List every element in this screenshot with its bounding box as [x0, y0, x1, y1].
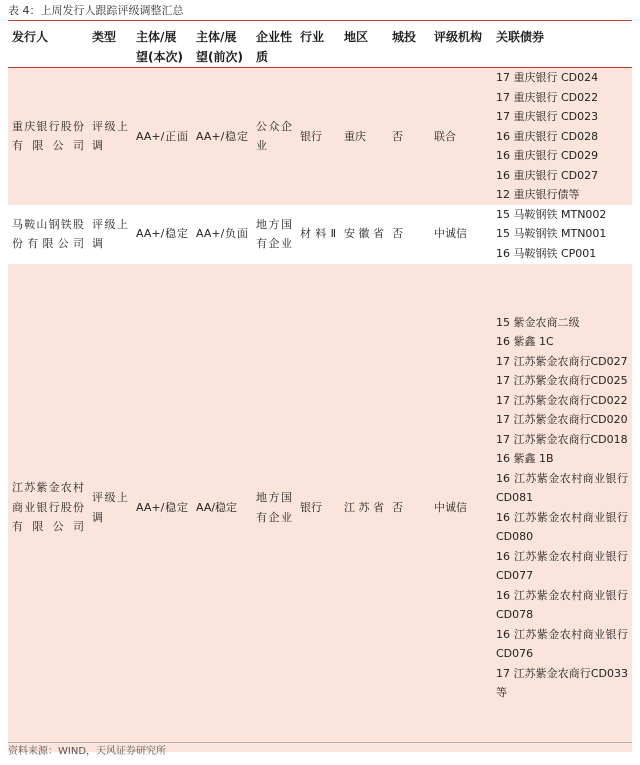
bond-item: 17 江苏紫金农商行CD025 [496, 374, 628, 387]
bond-item: 17 江苏紫金农商行CD027 [496, 354, 628, 368]
cell-region: 江苏省 [340, 264, 388, 752]
cell-bonds [492, 68, 632, 205]
header-agency: 评级机构 [430, 21, 492, 68]
header-region: 地区 [340, 21, 388, 68]
cell-issuer: 马鞍山钢铁股份有限公司 [8, 205, 88, 264]
cell-issuer: 重庆银行股份有限公司 [8, 68, 88, 205]
cell-current-rating: AA+/正面 [132, 68, 192, 205]
bond-item: 16 重庆银行 CD028 [496, 129, 599, 143]
bond-item: 17 重庆银行 CD022 [496, 90, 599, 104]
cell-issuer: 江苏紫金农村商业银行股份有限公司 [8, 264, 88, 752]
cell-agency: 联合 [430, 68, 492, 205]
cell-type: 评级上调 [88, 205, 132, 264]
header-issuer: 发行人 [8, 21, 88, 68]
table-row [8, 68, 632, 205]
bond-item: 17 江苏紫金农商行CD033 等 [496, 666, 628, 699]
bond-item: 15 马鞍钢铁 MTN002 [496, 207, 607, 221]
cell-previous-rating: AA+/稳定 [192, 68, 252, 205]
cell-industry: 材料Ⅱ [296, 205, 340, 264]
cell-agency: 中诚信 [430, 264, 492, 752]
table-row [8, 205, 632, 264]
cell-current-rating: AA+/稳定 [132, 205, 192, 264]
header-previous-rating: 主体/展望(前次) [192, 21, 252, 68]
cell-type: 评级上调 [88, 68, 132, 205]
cell-previous-rating: AA/稳定 [192, 264, 252, 752]
bond-item: 17 江苏紫金农商行CD022 [496, 393, 628, 407]
source-note: 资料来源：WIND，天风证券研究所 [8, 746, 167, 757]
cell-nature: 公众企业 [252, 68, 296, 205]
cell-current-rating: AA+/稳定 [132, 264, 192, 752]
bond-item: 16 江苏紫金农村商业银行 CD076 [496, 627, 628, 660]
cell-nature: 地方国有企业 [252, 264, 296, 752]
cell-nature: 地方国有企业 [252, 205, 296, 264]
bond-item: 12 重庆银行债等 [496, 188, 580, 201]
table-row [8, 264, 632, 752]
cell-chengtou: 否 [388, 264, 430, 752]
cell-industry: 银行 [296, 68, 340, 205]
header-nature: 企业性质 [252, 21, 296, 68]
footer-divider [8, 742, 632, 743]
bond-item: 16 江苏紫金农村商业银行 CD077 [496, 549, 628, 582]
header-row [8, 21, 632, 68]
bond-item: 15 马鞍钢铁 MTN001 [496, 227, 607, 241]
cell-region: 安徽省 [340, 205, 388, 264]
header-chengtou: 城投 [388, 21, 430, 68]
header-bonds: 关联债券 [492, 21, 632, 68]
cell-chengtou: 否 [388, 205, 430, 264]
bond-item: 16 江苏紫金农村商业银行 CD081 [496, 471, 628, 504]
bond-item: 17 重庆银行 CD023 [496, 110, 599, 123]
bond-item: 16 紫鑫 1C [496, 335, 554, 348]
bond-item: 16 江苏紫金农村商业银行 CD078 [496, 588, 628, 621]
cell-type: 评级上调 [88, 264, 132, 752]
bond-item: 16 重庆银行 CD029 [496, 149, 599, 162]
cell-region: 重庆 [340, 68, 388, 205]
bond-item: 15 紫金农商二级 [496, 315, 580, 329]
bond-item: 16 重庆银行 CD027 [496, 168, 599, 182]
bond-item: 16 马鞍钢铁 CP001 [496, 246, 597, 260]
bond-item: 16 紫鑫 1B [496, 452, 554, 465]
bond-item: 17 江苏紫金农商行CD020 [496, 413, 628, 426]
cell-bonds [492, 205, 632, 264]
header-industry: 行业 [296, 21, 340, 68]
bond-item: 16 江苏紫金农村商业银行 CD080 [496, 510, 628, 543]
bond-item: 17 重庆银行 CD024 [496, 71, 599, 84]
cell-agency: 中诚信 [430, 205, 492, 264]
table-caption: 表 4：上周发行人跟踪评级调整汇总 [8, 4, 184, 17]
header-type: 类型 [88, 21, 132, 68]
cell-bonds [492, 264, 632, 752]
cell-chengtou: 否 [388, 68, 430, 205]
rating-adjustment-table [8, 21, 632, 752]
cell-previous-rating: AA+/负面 [192, 205, 252, 264]
bond-item: 17 江苏紫金农商行CD018 [496, 432, 628, 446]
cell-industry: 银行 [296, 264, 340, 752]
header-current-rating: 主体/展望(本次) [132, 21, 192, 68]
